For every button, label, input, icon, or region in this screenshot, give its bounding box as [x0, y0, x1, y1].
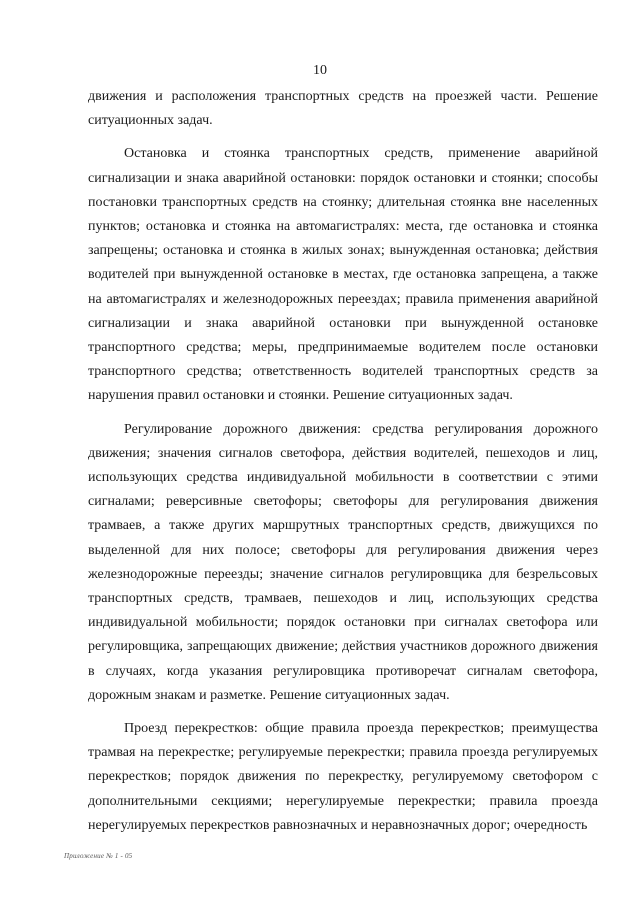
paragraph-traffic-regulation: Регулирование дорожного движения: средства регулирования дорожного движения; значения сигналов светофора, действия водителей, пешеходов и лиц, использующих средства индивидуальной мобильности в соответствии с этими сигналами; реверсивные светофоры; светофоры для регулирования движения трамваев, а также других маршрутных транспортных средств, движущихся по выделенной для них полосе; светофоры для регулирования движения через железнодорожные переезды; значение сигналов регулировщика для безрельсовых транспортных средств, трамваев, пешеходов и лиц, использующих средства индивидуальной мобильности; порядок остановки при сигналах светофора или регулировщика, запрещающих движение; действия участников дорожного движения в случаях, когда указания регулировщика противоречат сигналам светофора, дорожным знакам и разметке. Решение ситуационных задач.	[88, 421, 598, 703]
page-number: 10	[313, 63, 327, 78]
page-footer: Приложение № 1 - 05	[64, 852, 133, 860]
document-body	[88, 85, 598, 847]
paragraph-stopping-parking: Остановка и стоянка транспортных средств, применение аварийной сигнализации и знака аварийной остановки: порядок остановки и стоянки; способы постановки транспортных средств на стоянку; длительная стоянка вне населенных пунктов; остановка и стоянка на автомагистралях: места, где остановка и стоянка запрещены; остановка и стоянка в жилых зонах; вынужденная остановка; действия водителей при вынужденной остановке в местах, где остановка запрещена, а также на автомагистралях и железнодорожных переездах; правила применения аварийной сигнализации и знака аварийной остановки при вынужденной остановке транспортного средства; меры, предпринимаемые водителем после остановки транспортного средства; ответственность водителей транспортных средств за нарушения правил остановки и стоянки. Решение ситуационных задач.	[88, 146, 598, 404]
paragraph-intersections: Проезд перекрестков: общие правила проезда перекрестков; преимущества трамвая на перекрестке; регулируемые перекрестки; правила проезда регулируемых перекрестков; порядок движения по перекрестку, регулируемому светофором с дополнительными секциями; нерегулируемые перекрестки; правила проезда нерегулируемых перекрестков равнозначных и неравнозначных дорог; очередность	[88, 721, 598, 833]
paragraph-continuation: движения и расположения транспортных средств на проезжей части. Решение ситуационных задач.	[88, 89, 598, 129]
